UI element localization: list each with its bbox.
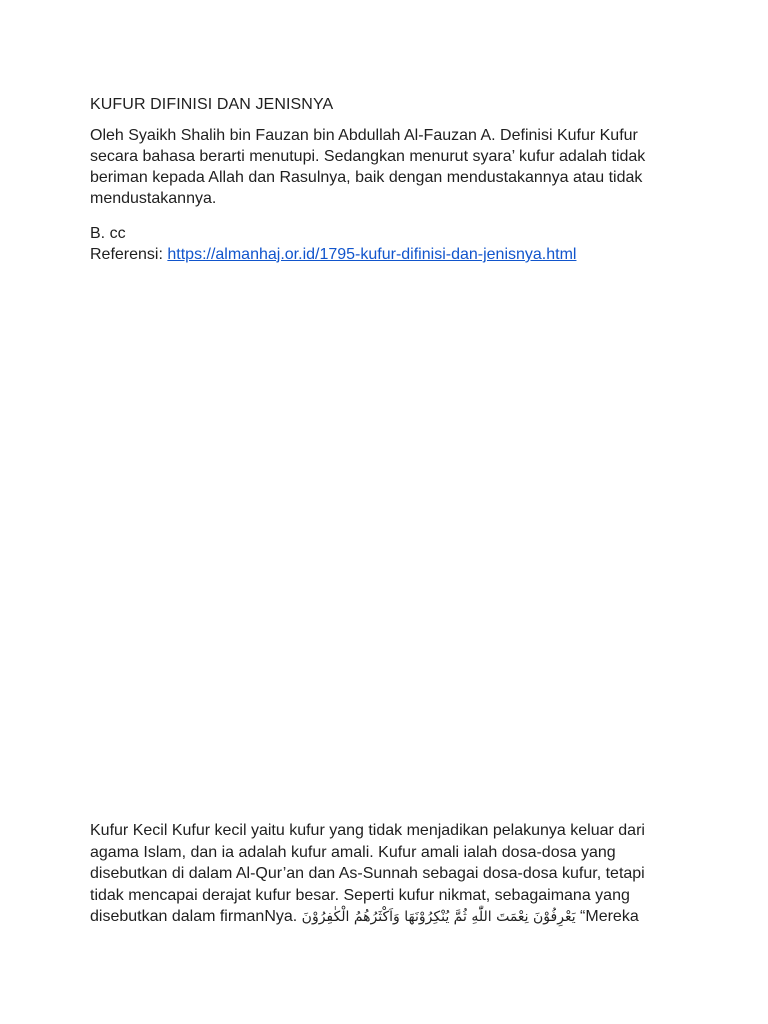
kufur-kecil-paragraph xyxy=(90,820,660,929)
verse-translation-start: “Mereka xyxy=(575,908,639,925)
reference-label: Referensi: xyxy=(90,246,168,263)
reference-line xyxy=(90,244,690,265)
document-title: KUFUR DIFINISI DAN JENISNYA xyxy=(90,96,334,113)
intro-paragraph: Oleh Syaikh Shalih bin Fauzan bin Abdullah Al-Fauzan A. Definisi Kufur Kufur secara bahasa berarti menutupi. Sedangkan menurut syara’ kufur adalah tidak beriman kepada Allah dan Rasulnya, baik dengan mendustakannya atau tidak mendustakannya. xyxy=(90,127,646,207)
section-b-heading: B. cc xyxy=(90,225,126,242)
arabic-verse: يَعْرِفُوْنَ نِعْمَتَ اللّٰهِ ثُمَّ يُنْكِرُوْنَهَا وَاَكْثَرُهُمُ الْكٰفِرُوْنَ xyxy=(301,909,576,925)
reference-link[interactable]: https://almanhaj.or.id/1795-kufur-difinisi-dan-jenisnya.html xyxy=(167,246,577,263)
reference-block xyxy=(90,223,690,265)
kufur-kecil-text: Kufur Kecil Kufur kecil yaitu kufur yang tidak menjadikan pelakunya keluar dari agama Islam, dan ia adalah kufur amali. Kufur amali ialah dosa-dosa yang disebutkan di dalam Al-Qur’an dan As-Sunnah sebagai dosa-dosa kufur, tetapi tidak mencapai derajat kufur besar. Seperti kufur nikmat, sebagaimana yang disebutkan dalam firmanNya. xyxy=(90,822,645,925)
